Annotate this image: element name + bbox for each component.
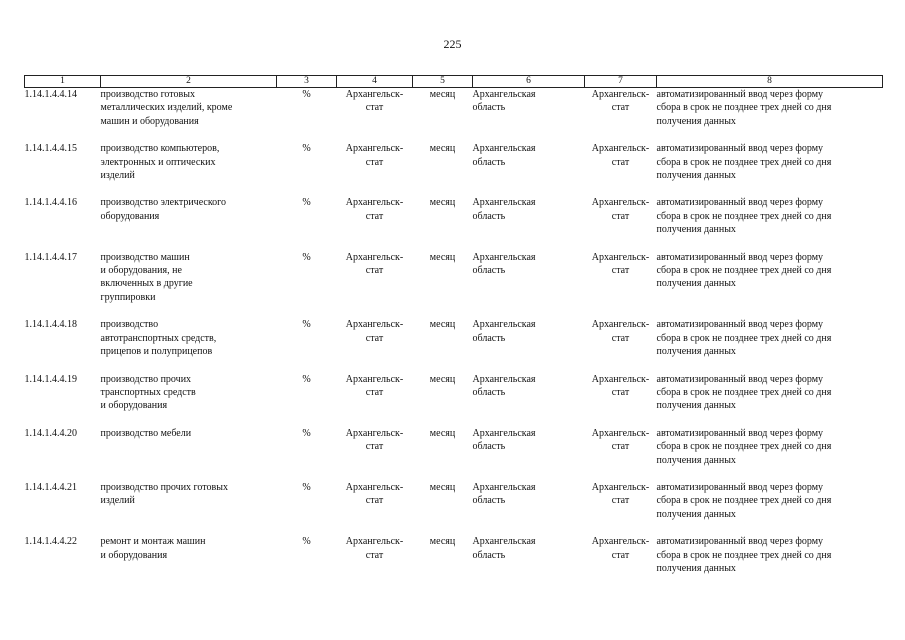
table-row <box>25 427 883 481</box>
source-cell-line: стат <box>365 102 384 114</box>
method-cell-line: получения данных <box>656 224 736 236</box>
territory-cell <box>473 535 585 589</box>
indicator-name-line: производство <box>100 319 159 331</box>
territory-cell-line: Архангельская <box>472 143 536 155</box>
territory-cell-line: Архангельская <box>472 197 536 209</box>
indicator-name-line: прицепов и полуприцепов <box>100 346 213 358</box>
territory-cell-line: область <box>472 386 506 398</box>
unit-cell: % <box>302 197 311 209</box>
source-cell <box>337 142 413 196</box>
territory-cell-line: область <box>472 265 506 277</box>
method-cell-line: автоматизированный ввод через форму <box>656 373 824 385</box>
method-cell <box>657 88 883 143</box>
indicator-name-line: группировки <box>100 291 156 303</box>
method-cell-line: автоматизированный ввод через форму <box>656 536 824 548</box>
indicator-name-line: включенных в другие <box>100 278 193 290</box>
responsible-cell <box>585 251 657 319</box>
column-header: 8 <box>657 76 883 88</box>
territory-cell-line: Архангельская <box>472 89 536 100</box>
territory-cell-line: Архангельская <box>472 319 536 331</box>
method-cell-line: получения данных <box>656 454 736 466</box>
indicator-name-line: машин и оборудования <box>100 115 199 127</box>
territory-cell-line: область <box>472 332 506 344</box>
responsible-cell <box>585 196 657 250</box>
territory-cell-line: область <box>472 210 506 222</box>
territory-cell <box>473 88 585 143</box>
method-cell-line: получения данных <box>656 400 736 412</box>
source-cell <box>337 481 413 535</box>
responsible-cell <box>585 373 657 427</box>
indicator-name <box>101 481 277 535</box>
responsible-cell <box>585 535 657 589</box>
table-row <box>25 88 883 143</box>
indicator-name <box>101 251 277 319</box>
method-cell <box>657 535 883 589</box>
period-cell: месяц <box>429 89 456 100</box>
source-cell <box>337 196 413 250</box>
indicator-name-line: транспортных средств <box>100 386 196 398</box>
method-cell-line: получения данных <box>656 278 736 290</box>
column-header: 4 <box>337 76 413 88</box>
responsible-cell-line: Архангельск- <box>591 427 650 439</box>
territory-cell <box>473 142 585 196</box>
indicator-name-line: электронных и оптических <box>100 156 216 168</box>
territory-cell-line: Архангельская <box>472 427 536 439</box>
indicator-name <box>101 427 277 481</box>
method-cell-line: автоматизированный ввод через форму <box>656 251 824 263</box>
source-cell <box>337 318 413 372</box>
indicator-code: 1.14.1.4.4.19 <box>24 373 77 385</box>
method-cell-line: сбора в срок не позднее трех дней со дня <box>656 386 832 398</box>
indicator-name <box>101 196 277 250</box>
indicator-name-line: металлических изделий, кроме <box>100 102 233 114</box>
responsible-cell-line: стат <box>611 332 630 344</box>
indicator-name <box>101 318 277 372</box>
responsible-cell <box>585 427 657 481</box>
source-cell-line: Архангельск- <box>345 143 404 155</box>
source-cell-line: Архангельск- <box>345 481 404 493</box>
unit-cell: % <box>302 89 311 100</box>
source-cell <box>337 88 413 143</box>
responsible-cell-line: Архангельск- <box>591 89 650 100</box>
method-cell <box>657 481 883 535</box>
table-row <box>25 481 883 535</box>
table-row <box>25 251 883 319</box>
responsible-cell-line: Архангельск- <box>591 536 650 548</box>
source-cell-line: Архангельск- <box>345 319 404 331</box>
indicator-table <box>24 75 883 589</box>
source-cell-line: Архангельск- <box>345 197 404 209</box>
source-cell-line: стат <box>365 386 384 398</box>
responsible-cell-line: стат <box>611 441 630 453</box>
method-cell-line: получения данных <box>656 170 736 182</box>
method-cell-line: сбора в срок не позднее трех дней со дня <box>656 332 832 344</box>
period-cell: месяц <box>429 536 456 548</box>
indicator-name-line: производство машин <box>100 251 190 263</box>
source-cell-line: стат <box>365 265 384 277</box>
column-header: 1 <box>25 76 101 88</box>
responsible-cell <box>585 88 657 143</box>
territory-cell-line: Архангельская <box>472 481 536 493</box>
responsible-cell <box>585 318 657 372</box>
method-cell <box>657 318 883 372</box>
indicator-name <box>101 142 277 196</box>
territory-cell <box>473 427 585 481</box>
method-cell-line: сбора в срок не позднее трех дней со дня <box>656 102 832 114</box>
responsible-cell-line: Архангельск- <box>591 197 650 209</box>
period-cell: месяц <box>429 143 456 155</box>
indicator-code: 1.14.1.4.4.14 <box>24 89 77 100</box>
responsible-cell-line: стат <box>611 102 630 114</box>
territory-cell-line: Архангельская <box>472 536 536 548</box>
unit-cell: % <box>302 319 311 331</box>
responsible-cell-line: стат <box>611 210 630 222</box>
method-cell-line: сбора в срок не позднее трех дней со дня <box>656 156 832 168</box>
method-cell-line: автоматизированный ввод через форму <box>656 481 824 493</box>
indicator-code: 1.14.1.4.4.17 <box>24 251 77 263</box>
source-cell-line: Архангельск- <box>345 251 404 263</box>
unit-cell: % <box>302 373 311 385</box>
responsible-cell-line: стат <box>611 549 630 561</box>
indicator-name-line: производство готовых <box>100 89 195 100</box>
source-cell-line: стат <box>365 332 384 344</box>
column-header: 2 <box>101 76 277 88</box>
period-cell: месяц <box>429 481 456 493</box>
indicator-name-line: производство прочих <box>100 373 192 385</box>
indicator-name-line: и оборудования, не <box>100 265 182 277</box>
column-header: 7 <box>585 76 657 88</box>
method-cell-line: сбора в срок не позднее трех дней со дня <box>656 265 832 277</box>
method-cell-line: получения данных <box>656 562 736 574</box>
territory-cell-line: область <box>472 549 506 561</box>
method-cell <box>657 373 883 427</box>
source-cell-line: стат <box>365 549 384 561</box>
source-cell-line: Архангельск- <box>345 427 404 439</box>
method-cell <box>657 196 883 250</box>
source-cell <box>337 535 413 589</box>
page-number: 225 <box>443 37 462 51</box>
source-cell-line: стат <box>365 441 384 453</box>
table-row <box>25 318 883 372</box>
column-header: 3 <box>277 76 337 88</box>
method-cell-line: получения данных <box>656 115 736 127</box>
unit-cell: % <box>302 427 311 439</box>
indicator-name-line: производство прочих готовых <box>100 481 228 493</box>
indicator-name <box>101 88 277 143</box>
responsible-cell-line: Архангельск- <box>591 373 650 385</box>
method-cell-line: сбора в срок не позднее трех дней со дня <box>656 441 832 453</box>
indicator-name <box>101 373 277 427</box>
indicator-name-line: автотранспортных средств, <box>100 332 217 344</box>
territory-cell-line: область <box>472 102 506 114</box>
territory-cell <box>473 251 585 319</box>
indicator-code: 1.14.1.4.4.21 <box>24 481 77 493</box>
source-cell-line: стат <box>365 156 384 168</box>
period-cell: месяц <box>429 197 456 209</box>
indicator-code: 1.14.1.4.4.22 <box>24 536 77 548</box>
table-row <box>25 142 883 196</box>
territory-cell <box>473 318 585 372</box>
indicator-name <box>101 535 277 589</box>
source-cell-line: стат <box>365 495 384 507</box>
territory-cell-line: Архангельская <box>472 251 536 263</box>
responsible-cell-line: Архангельск- <box>591 481 650 493</box>
indicator-name-line: производство электрического <box>100 197 227 209</box>
method-cell-line: автоматизированный ввод через форму <box>656 89 824 100</box>
indicator-code: 1.14.1.4.4.16 <box>24 197 77 209</box>
period-cell: месяц <box>429 319 456 331</box>
indicator-name-line: изделий <box>100 495 135 507</box>
method-cell-line: автоматизированный ввод через форму <box>656 427 824 439</box>
unit-cell: % <box>302 481 311 493</box>
period-cell: месяц <box>429 251 456 263</box>
indicator-name-line: и оборудования <box>100 400 168 412</box>
indicator-name-line: изделий <box>100 170 135 182</box>
responsible-cell-line: стат <box>611 386 630 398</box>
territory-cell <box>473 196 585 250</box>
responsible-cell-line: стат <box>611 156 630 168</box>
unit-cell: % <box>302 251 311 263</box>
territory-cell <box>473 373 585 427</box>
source-cell <box>337 427 413 481</box>
column-header: 5 <box>413 76 473 88</box>
indicator-name-line: производство мебели <box>100 427 192 439</box>
responsible-cell-line: Архангельск- <box>591 251 650 263</box>
method-cell-line: автоматизированный ввод через форму <box>656 319 824 331</box>
indicator-name-line: ремонт и монтаж машин <box>100 536 206 548</box>
territory-cell-line: область <box>472 441 506 453</box>
column-header: 6 <box>473 76 585 88</box>
territory-cell-line: область <box>472 495 506 507</box>
indicator-code: 1.14.1.4.4.20 <box>24 427 77 439</box>
territory-cell-line: область <box>472 156 506 168</box>
source-cell-line: Архангельск- <box>345 373 404 385</box>
responsible-cell <box>585 481 657 535</box>
responsible-cell-line: Архангельск- <box>591 143 650 155</box>
source-cell <box>337 373 413 427</box>
method-cell-line: автоматизированный ввод через форму <box>656 197 824 209</box>
period-cell: месяц <box>429 373 456 385</box>
indicator-name-line: и оборудования <box>100 549 168 561</box>
unit-cell: % <box>302 143 311 155</box>
method-cell <box>657 142 883 196</box>
responsible-cell-line: стат <box>611 495 630 507</box>
indicator-code: 1.14.1.4.4.18 <box>24 319 77 331</box>
indicator-name-line: производство компьютеров, <box>100 143 220 155</box>
table-row <box>25 196 883 250</box>
method-cell-line: сбора в срок не позднее трех дней со дня <box>656 495 832 507</box>
responsible-cell-line: стат <box>611 265 630 277</box>
source-cell-line: Архангельск- <box>345 89 404 100</box>
territory-cell <box>473 481 585 535</box>
indicator-name-line: оборудования <box>100 210 160 222</box>
method-cell-line: получения данных <box>656 508 736 520</box>
indicator-code: 1.14.1.4.4.15 <box>24 143 77 155</box>
method-cell-line: сбора в срок не позднее трех дней со дня <box>656 549 832 561</box>
source-cell-line: стат <box>365 210 384 222</box>
responsible-cell <box>585 142 657 196</box>
unit-cell: % <box>302 536 311 548</box>
method-cell <box>657 427 883 481</box>
territory-cell-line: Архангельская <box>472 373 536 385</box>
table-row <box>25 373 883 427</box>
period-cell: месяц <box>429 427 456 439</box>
method-cell <box>657 251 883 319</box>
method-cell-line: автоматизированный ввод через форму <box>656 143 824 155</box>
method-cell-line: сбора в срок не позднее трех дней со дня <box>656 210 832 222</box>
column-number-header <box>25 76 883 88</box>
table-row <box>25 535 883 589</box>
source-cell <box>337 251 413 319</box>
method-cell-line: получения данных <box>656 346 736 358</box>
responsible-cell-line: Архангельск- <box>591 319 650 331</box>
source-cell-line: Архангельск- <box>345 536 404 548</box>
